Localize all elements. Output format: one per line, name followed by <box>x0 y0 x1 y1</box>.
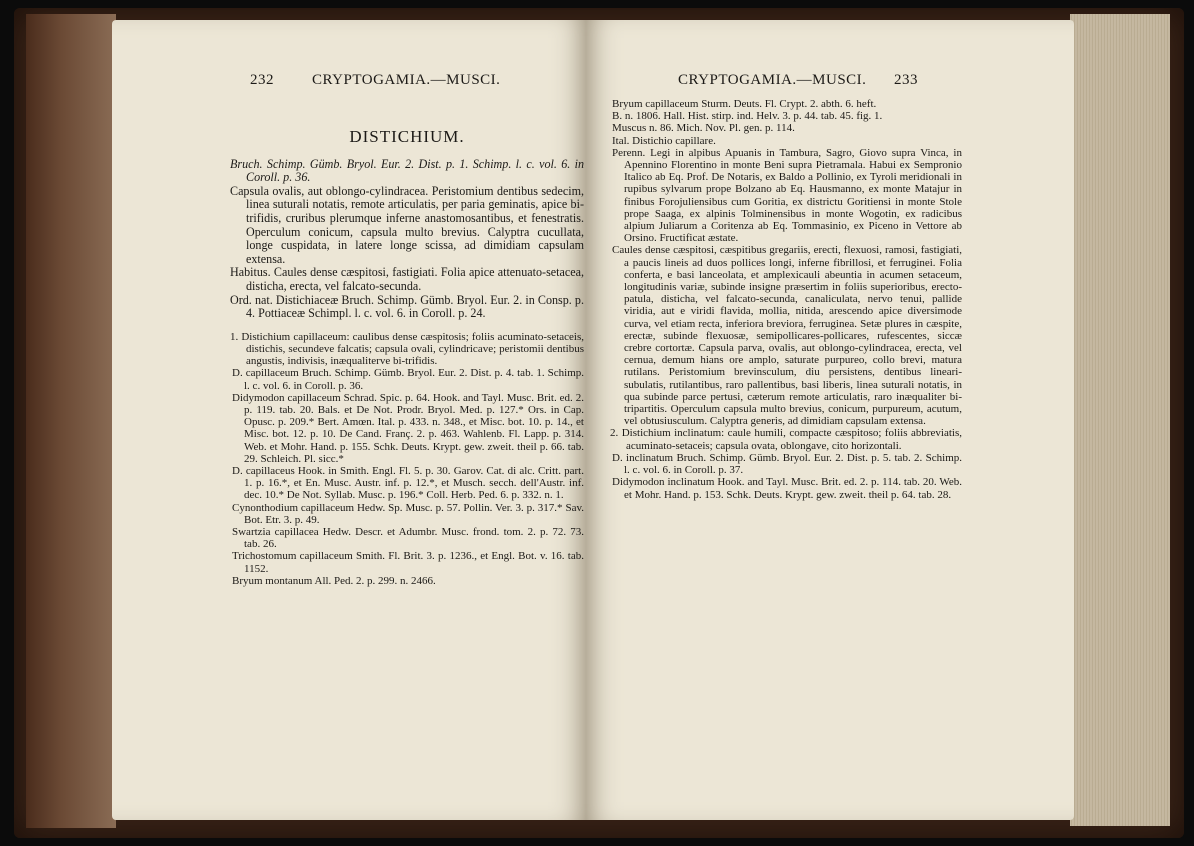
cover-edge-left <box>26 14 116 828</box>
right-page-number: 233 <box>894 72 918 88</box>
right-page <box>586 20 1074 820</box>
description-paragraph: Caules dense cæspitosi, cæspitibus gregariis, erecti, flexuosi, ramosi, fastigiati, a paucis lineis ad duos pollices longi, inferne fibrillosi, et ferruginei. Folia conferta, e basi lanceolata, et amplexicauli abeuntia in acumen setaceum, longitudinis variæ, subinde insigne præsertim in foliis superioribus, erecto-patula, disticha, vel falcato-secunda, canaliculata, nervo tenui, pallide viridia, aut e viridi flavida, mollia, nitida, arescendo apice diversimode curva, vel etiam recta, inferiora breviora, ferruginea. Setæ plures in cæspite, erectæ, subinde flexuosæ, semipollicares-pollicares, rufescentes, siccæ crebre cortortæ. Capsula parva, ovalis, aut oblongo-cylindracea, erecta, vel cernua, demum hians ore amplo, saturate purpureo, collo brevi, matura rutilans. Peristomium brevinsculum, diu persistens, dentibus lineari-subulatis, rutilantibus, raro pallentibus, basi liberis, linea suturali notatis, in qua subinde parce pertusi, cæterum remote articulatis, raro inæqualiter bi-tripartitis. Operculum capsula multo brevius, conicum, purpureum, acutum, vel obtusiusculum. Calyptra generis, ad dimidiam capsulam extensa. <box>612 244 962 428</box>
synonym-line: Didymodon inclinatum Hook. and Tayl. Musc. Brit. ed. 2. p. 114. tab. 20. Web. et Mohr. Hand. p. 153. Schk. Deuts. Krypt. gew. zweit. theil p. 64. tab. 28. <box>612 476 962 501</box>
ordo-paragraph: Ord. nat. Distichiaceæ Bruch. Schimp. Gümb. Bryol. Eur. 2. in Consp. p. 4. Pottiaceæ Schimpl. l. c. vol. 6. in Coroll. p. 24. <box>230 292 584 321</box>
synonym-line: Swartzia capillacea Hedw. Descr. et Adumbr. Musc. frond. tom. 2. p. 72. 73. tab. 26. <box>232 525 584 551</box>
synonym-line: Trichostomum capillaceum Smith. Fl. Brit. 3. p. 1236., et Engl. Bot. v. 16. tab. 1152. <box>232 550 584 575</box>
synonym-line: B. n. 1806. Hall. Hist. stirp. ind. Helv. 3. p. 44. tab. 45. fig. 1. <box>612 110 883 123</box>
species-1-block <box>230 331 584 587</box>
left-page <box>112 20 586 820</box>
species-1-diagnosis: 1. Distichium capillaceum: caulibus dense cæspitosis; foliis acuminato-setaceis, distichis, secundeve falcatis; capsula ovali, cylindricave; peristomii dentibus angustis, indivisis, inæqualiterve bi-trifidis. <box>230 330 584 368</box>
synonym-line: Muscus n. 86. Mich. Nov. Pl. gen. p. 114. <box>612 122 795 135</box>
right-running-title: CRYPTOGAMIA.—MUSCI. <box>678 72 867 88</box>
habitus-paragraph: Habitus. Caules dense cæspitosi, fastigiati. Folia apice attenuato-setacea, disticha, erecta, vel falcato-secunda. <box>230 265 584 293</box>
species-2-block <box>610 427 962 500</box>
left-page-number: 232 <box>250 72 274 88</box>
synonym-line: Bryum montanum All. Ped. 2. p. 299. n. 2466. <box>232 574 436 587</box>
synonym-line: D. capillaceus Hook. in Smith. Engl. Fl. 5. p. 30. Garov. Cat. di alc. Critt. part. 1. p. 16.*, et En. Musc. Austr. inf. p. 12.*, et Musch. secch. dell'Austr. inf. dec. 10.* De Not. Syllab. Musc. p. 196.* Coll. Herb. Ped. 6. p. 332. n. 1. <box>232 464 584 502</box>
synonym-line: Cynonthodium capillaceum Hedw. Sp. Musc. p. 57. Pollin. Ver. 3. p. 317.* Sav. Bot. Etr. 3. p. 49. <box>232 501 584 526</box>
synonym-line: D. inclinatum Bruch. Schimp. Gümb. Bryol. Eur. 2. Dist. p. 5. tab. 2. Schimp. l. c. vol. 6. in Coroll. p. 37. <box>612 451 962 477</box>
page-edges-right <box>1070 14 1170 826</box>
left-column <box>230 127 584 587</box>
locality-paragraph: Perenn. Legi in alpibus Apuanis in Tambura, Sagro, Giovo supra Vinca, in Apennino Florentino in monte Beni supra Pietramala. Habui ex Sempronio Italico ab Eq. Prof. De Notaris, ex Baldo a Pollinio, ex Tyroli meridionali in rupibus sylvarum prope Bolzano ab Eq. Hausmanno, ex monte Matajur in finibus Forojuliensibus cum Goritia, ex districtu Goritiensi in monte Stole prope Saaga, ex alpinis Tolminensibus in monte Wogotin, ex radicibus alpium Juliarum a Coritenza ab Eq. Tommasinio, ex Piceno in Vettore ab Orsino. Fructificat æstate. <box>612 146 962 245</box>
synonym-line: D. capillaceum Bruch. Schimp. Gümb. Bryol. Eur. 2. Dist. p. 4. tab. 1. Schimp. l. c. vol. 6. in Coroll. p. 36. <box>232 367 584 392</box>
species-2-diagnosis: 2. Distichium inclinatum: caule humili, compacte cæspitoso; foliis abbreviatis, acuminato-setaceis; capsula ovata, oblongave, cito horizontali. <box>610 427 962 452</box>
left-running-title: CRYPTOGAMIA.—MUSCI. <box>312 72 501 88</box>
synonym-line: Bryum capillaceum Sturm. Deuts. Fl. Crypt. 2. abth. 6. heft. <box>612 98 877 110</box>
right-column <box>610 98 962 501</box>
genus-citation: Bruch. Schimp. Gümb. Bryol. Eur. 2. Dist. p. 1. Schimp. l. c. vol. 6. in Coroll. p. 36. <box>230 156 584 185</box>
section-title: DISTICHIUM. <box>349 127 465 146</box>
synonym-line: Didymodon capillaceum Schrad. Spic. p. 64. Hook. and Tayl. Musc. Brit. ed. 2. p. 119. tab. 20. Bals. et De Not. Prodr. Bryol. Med. p. 127.* Ors. in Cap. Opusc. p. 209.* Bert. Amœn. Ital. p. 433. n. 348., et Misc. bot. 10. p. 14., et Misc. bot. 12. p. 10. De Cand. Franç. 2. p. 463. Wahlenb. Fl. Lapp. p. 314. Web. et Mohr. Hand. p. 155. Schk. Deuts. Krypt. gew. zweit. theil p. 66. tab. 29. Schleich. Pl. sicc.* <box>232 391 584 465</box>
genus-description: Capsula ovalis, aut oblongo-cylindracea. Peristomium dentibus sedecim, linea suturali notatis, remote articulatis, per paria geminatis, apice bi-trifidis, cruribus plerumque inferne anastomosantibus, et fenestratis. Operculum conicum, capsula multo brevius. Calyptra cucullata, longe cuspidata, in latere longe scissa, ad dimidiam capsulam extensa. <box>230 183 584 266</box>
italian-name: Ital. Distichio capillare. <box>612 134 716 147</box>
